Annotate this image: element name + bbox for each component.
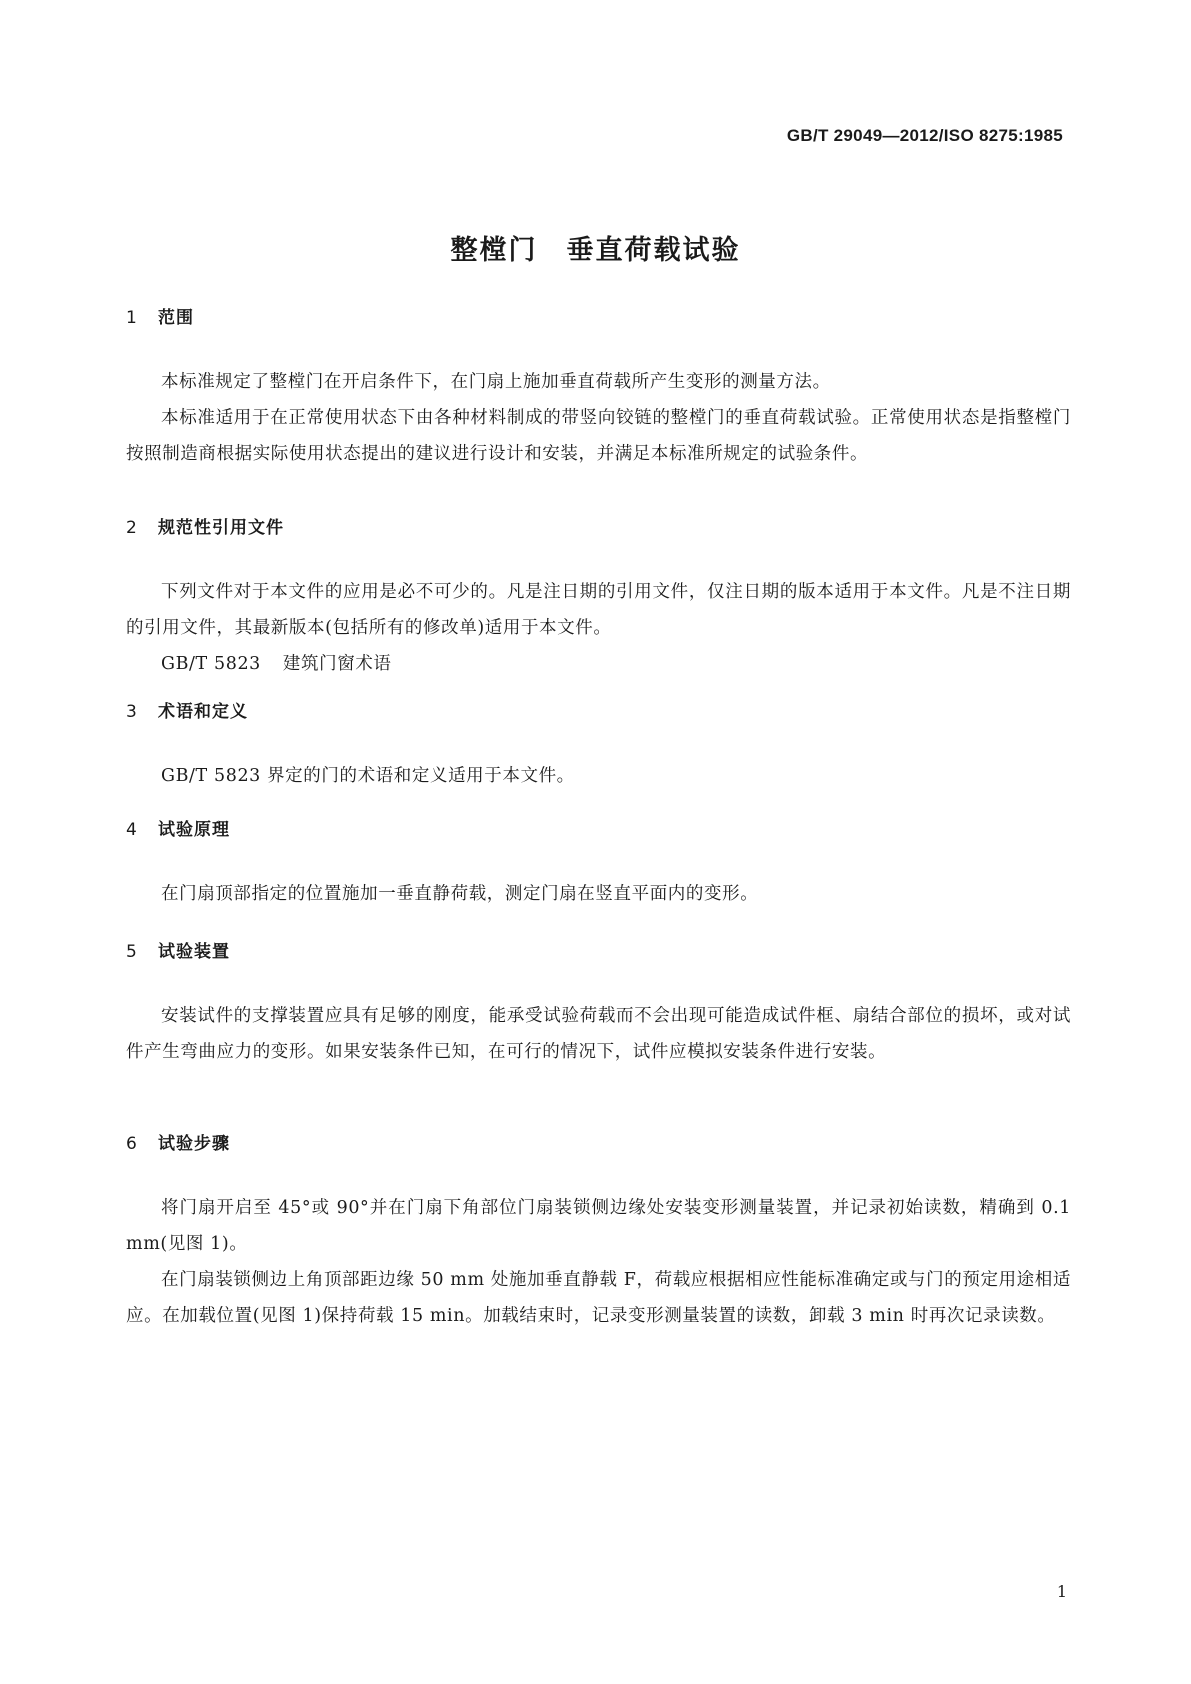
section-number: 1	[126, 308, 138, 328]
section-procedure	[126, 1132, 1071, 1334]
section-title: 范围	[158, 308, 194, 328]
reference-code: GB/T 5823	[161, 654, 261, 674]
section-principle	[126, 818, 1071, 912]
section-heading	[126, 700, 1071, 724]
section-title: 术语和定义	[158, 702, 248, 722]
section-number: 3	[126, 702, 138, 722]
section-title: 试验原理	[158, 820, 230, 840]
standard-number: GB/T 29049—2012/ISO 8275:1985	[786, 126, 1063, 145]
section-number: 4	[126, 820, 138, 840]
section-heading	[126, 306, 1071, 330]
section-normative-references	[126, 516, 1071, 682]
paragraph: 下列文件对于本文件的应用是必不可少的。凡是注日期的引用文件，仅注日期的版本适用于本文件。凡是不注日期的引用文件，其最新版本(包括所有的修改单)适用于本文件。	[126, 582, 1071, 638]
section-terms	[126, 700, 1071, 794]
section-scope	[126, 306, 1071, 472]
paragraph: 安装试件的支撑装置应具有足够的刚度，能承受试验荷载而不会出现可能造成试件框、扇结合部位的损坏，或对试件产生弯曲应力的变形。如果安装条件已知，在可行的情况下，试件应模拟安装条件进行安装。	[126, 1006, 1071, 1062]
paragraph: 本标准适用于在正常使用状态下由各种材料制成的带竖向铰链的整樘门的垂直荷载试验。正常使用状态是指整樘门按照制造商根据实际使用状态提出的建议进行设计和安装，并满足本标准所规定的试验条件。	[126, 408, 1071, 464]
section-title: 规范性引用文件	[158, 518, 284, 538]
section-heading	[126, 940, 1071, 964]
section-heading	[126, 818, 1071, 842]
paragraph: 在门扇装锁侧边上角顶部距边缘 50 mm 处施加垂直静载 F，荷载应根据相应性能标准确定或与门的预定用途相适应。在加载位置(见图 1)保持荷载 15 min。加载结束时，记录变形测量装置的读数，卸载 3 min 时再次记录读数。	[126, 1270, 1071, 1326]
reference-title: 建筑门窗术语	[282, 654, 392, 674]
section-title: 试验步骤	[158, 1134, 230, 1154]
paragraph: GB/T 5823 界定的门的术语和定义适用于本文件。	[161, 766, 575, 786]
section-title: 试验装置	[158, 942, 230, 962]
section-number: 5	[126, 942, 138, 962]
section-number: 6	[126, 1134, 138, 1154]
section-apparatus	[126, 940, 1071, 1070]
page-number: 1	[1056, 1582, 1067, 1601]
paragraph: 本标准规定了整樘门在开启条件下，在门扇上施加垂直荷载所产生变形的测量方法。	[161, 372, 831, 392]
reference-item	[126, 646, 1071, 682]
paragraph: 在门扇顶部指定的位置施加一垂直静荷载，测定门扇在竖直平面内的变形。	[161, 884, 759, 904]
section-heading	[126, 516, 1071, 540]
section-number: 2	[126, 518, 138, 538]
section-heading	[126, 1132, 1071, 1156]
document-title: 整樘门 垂直荷载试验	[450, 235, 741, 266]
paragraph: 将门扇开启至 45°或 90°并在门扇下角部位门扇装锁侧边缘处安装变形测量装置，并记录初始读数，精确到 0.1 mm(见图 1)。	[126, 1198, 1071, 1254]
